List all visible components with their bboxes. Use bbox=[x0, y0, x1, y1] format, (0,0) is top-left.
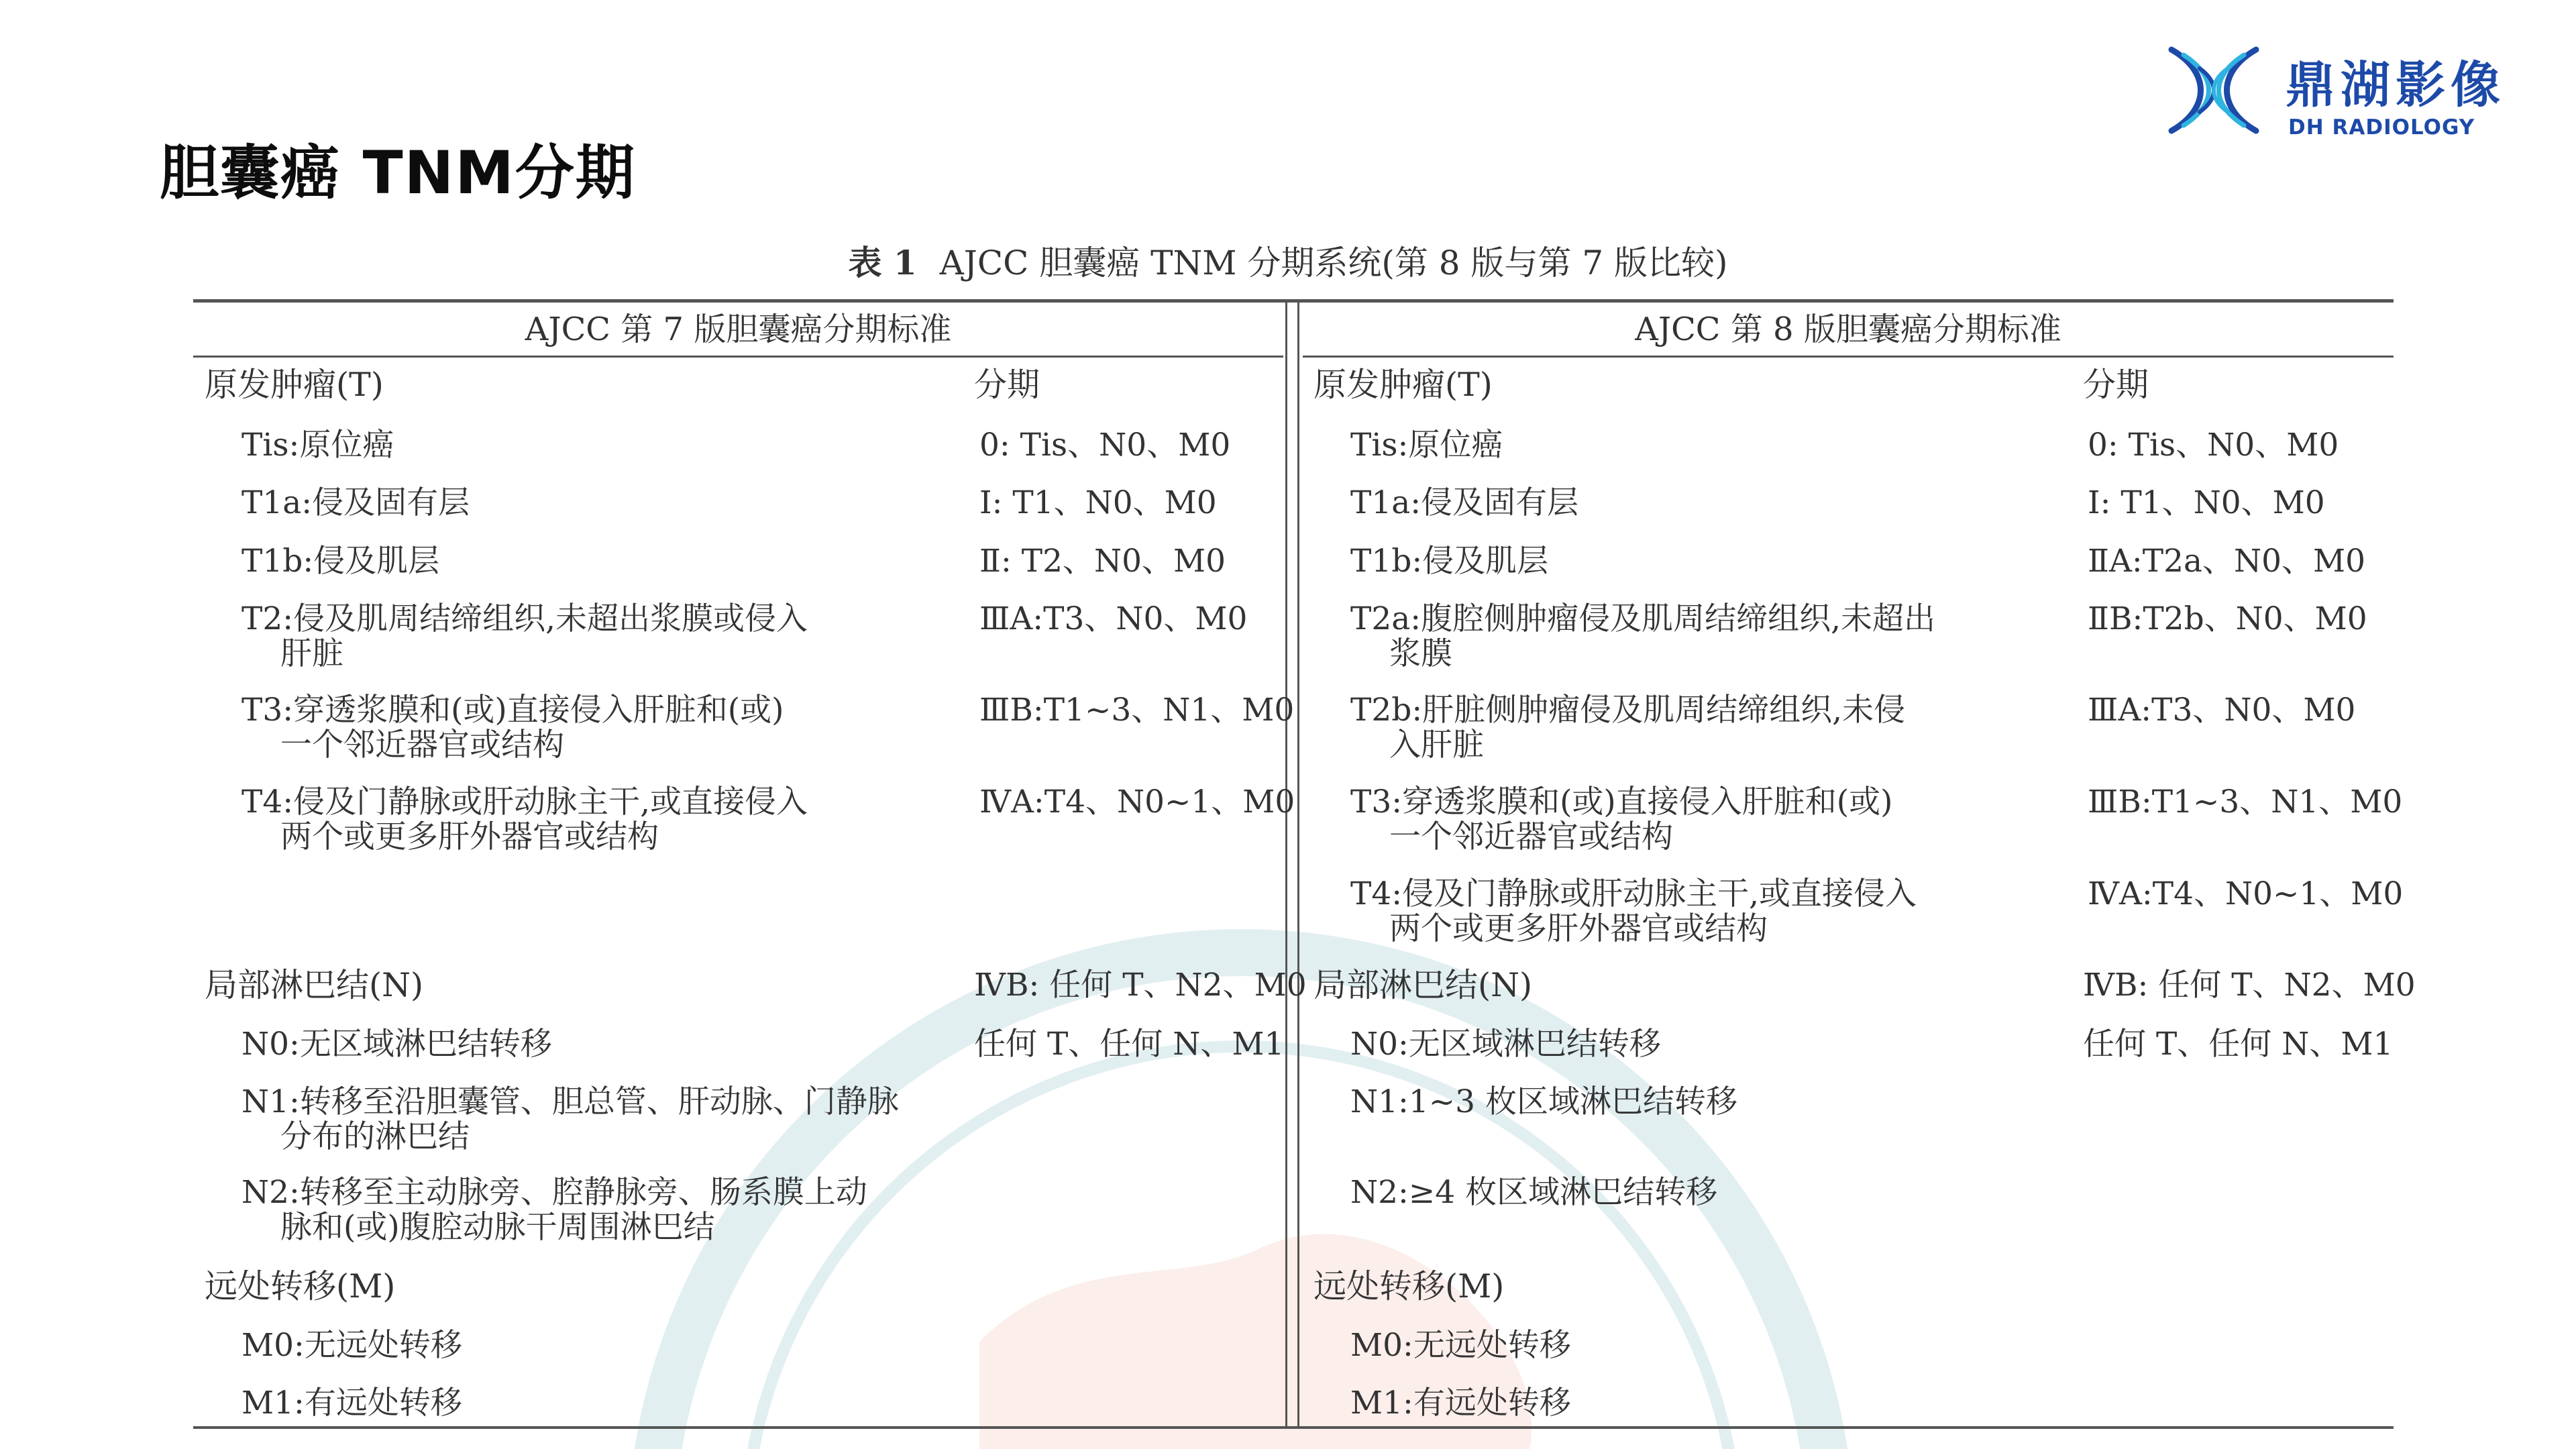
left-stage-header: 分期 bbox=[974, 366, 1040, 404]
slide-title: 胆囊癌 TNM分期 bbox=[160, 138, 636, 207]
right-n-item: N0:无区域淋巴结转移 bbox=[1350, 1026, 1661, 1063]
left-t-item: T2:侵及肌周结缔组织,未超出浆膜或侵入 肝脏 bbox=[241, 600, 808, 672]
right-t-item: T3:穿透浆膜和(或)直接侵入肝脏和(或) 一个邻近器官或结构 bbox=[1350, 784, 1893, 855]
seal-watermark bbox=[604, 872, 1878, 1449]
left-t-item: T1b:侵及肌层 bbox=[241, 543, 440, 580]
right-stage-header: 分期 bbox=[2083, 366, 2149, 404]
left-n-item: N1:转移至沿胆囊管、胆总管、肝动脉、门静脉 分布的淋巴结 bbox=[241, 1083, 899, 1155]
left-stage-item: ⅢA:T3、N0、M0 bbox=[979, 600, 1248, 637]
left-stage-item: ⅣA:T4、N0~1、M0 bbox=[979, 784, 1295, 820]
right-tumor-header: 原发肿瘤(T) bbox=[1313, 366, 1493, 404]
left-m-item: M0:无远处转移 bbox=[241, 1327, 462, 1364]
right-n-item: N2:≥4 枚区域淋巴结转移 bbox=[1350, 1174, 1718, 1211]
right-stage-item: Ⅰ: T1、N0、M0 bbox=[2088, 484, 2325, 521]
left-n-item: N2:转移至主动脉旁、腔静脉旁、肠系膜上动 脉和(或)腹腔动脉干周围淋巴结 bbox=[241, 1174, 867, 1246]
right-stage-item: 0: Tis、N0、M0 bbox=[2088, 427, 2339, 464]
dh-radiology-logo-icon bbox=[2163, 35, 2264, 146]
brand-logo bbox=[2163, 35, 2566, 149]
right-stage-item: ⅢA:T3、N0、M0 bbox=[2088, 692, 2356, 729]
left-stage-item: ⅢB:T1~3、N1、M0 bbox=[979, 692, 1295, 729]
logo-name-en: DH RADIOLOGY bbox=[2288, 115, 2475, 140]
right-m-item: M0:无远处转移 bbox=[1350, 1327, 1571, 1364]
right-panel-header: AJCC 第 8 版胆囊癌分期标准 bbox=[1635, 311, 2061, 348]
right-stage-item: ⅡA:T2a、N0、M0 bbox=[2088, 543, 2366, 580]
left-stage-item: ⅣB: 任何 T、N2、M0 bbox=[974, 967, 1307, 1004]
table-caption-text: AJCC 胆囊癌 TNM 分期系统(第 8 版与第 7 版比较) bbox=[939, 244, 1728, 282]
right-t-item: T1b:侵及肌层 bbox=[1350, 543, 1549, 580]
left-n-item: N0:无区域淋巴结转移 bbox=[241, 1026, 552, 1063]
table-caption bbox=[0, 236, 2576, 284]
right-m-header: 远处转移(M) bbox=[1313, 1267, 1505, 1305]
right-t-item: T2b:肝脏侧肿瘤侵及肌周结缔组织,未侵 入肝脏 bbox=[1350, 692, 1906, 763]
table-header-rule-left bbox=[193, 356, 1283, 358]
left-m-item: M1:有远处转移 bbox=[241, 1385, 462, 1421]
left-stage-item: 任何 T、任何 N、M1 bbox=[974, 1026, 1285, 1063]
right-t-item: T4:侵及门静脉或肝动脉主干,或直接侵入 两个或更多肝外器官或结构 bbox=[1350, 875, 1917, 947]
table-bottom-rule bbox=[193, 1426, 2394, 1429]
left-stage-item: Ⅱ: T2、N0、M0 bbox=[979, 543, 1226, 580]
left-t-item: T4:侵及门静脉或肝动脉主干,或直接侵入 两个或更多肝外器官或结构 bbox=[241, 784, 808, 855]
logo-name-cn: 鼎湖影像 bbox=[2286, 56, 2506, 114]
table-caption-label: 表 1 bbox=[848, 243, 917, 282]
left-t-item: T3:穿透浆膜和(或)直接侵入肝脏和(或) 一个邻近器官或结构 bbox=[241, 692, 784, 763]
left-t-item: T1a:侵及固有层 bbox=[241, 484, 470, 521]
left-tumor-header: 原发肿瘤(T) bbox=[205, 366, 384, 404]
table-column-divider bbox=[1297, 299, 1299, 1428]
right-t-item: T1a:侵及固有层 bbox=[1350, 484, 1579, 521]
left-t-item: Tis:原位癌 bbox=[241, 427, 394, 464]
right-stage-item: ⅢB:T1~3、N1、M0 bbox=[2088, 784, 2403, 820]
right-stage-item: ⅡB:T2b、N0、M0 bbox=[2088, 600, 2367, 637]
right-t-item: T2a:腹腔侧肿瘤侵及肌周结缔组织,未超出 浆膜 bbox=[1350, 600, 1936, 672]
right-n-header: 局部淋巴结(N) bbox=[1313, 966, 1533, 1004]
right-stage-item: ⅣA:T4、N0~1、M0 bbox=[2088, 875, 2404, 912]
right-stage-item: 任何 T、任何 N、M1 bbox=[2083, 1026, 2394, 1063]
left-m-header: 远处转移(M) bbox=[205, 1267, 396, 1305]
right-m-item: M1:有远处转移 bbox=[1350, 1385, 1571, 1421]
table-column-divider bbox=[1285, 299, 1287, 1428]
right-t-item: Tis:原位癌 bbox=[1350, 427, 1503, 464]
left-panel-header: AJCC 第 7 版胆囊癌分期标准 bbox=[525, 311, 952, 348]
left-stage-item: 0: Tis、N0、M0 bbox=[979, 427, 1231, 464]
right-stage-item: ⅣB: 任何 T、N2、M0 bbox=[2083, 967, 2416, 1004]
table-top-rule bbox=[193, 299, 2394, 303]
right-n-item: N1:1~3 枚区域淋巴结转移 bbox=[1350, 1083, 1737, 1120]
left-n-header: 局部淋巴结(N) bbox=[205, 966, 424, 1004]
left-stage-item: Ⅰ: T1、N0、M0 bbox=[979, 484, 1217, 521]
table-header-rule-right bbox=[1303, 356, 2394, 358]
